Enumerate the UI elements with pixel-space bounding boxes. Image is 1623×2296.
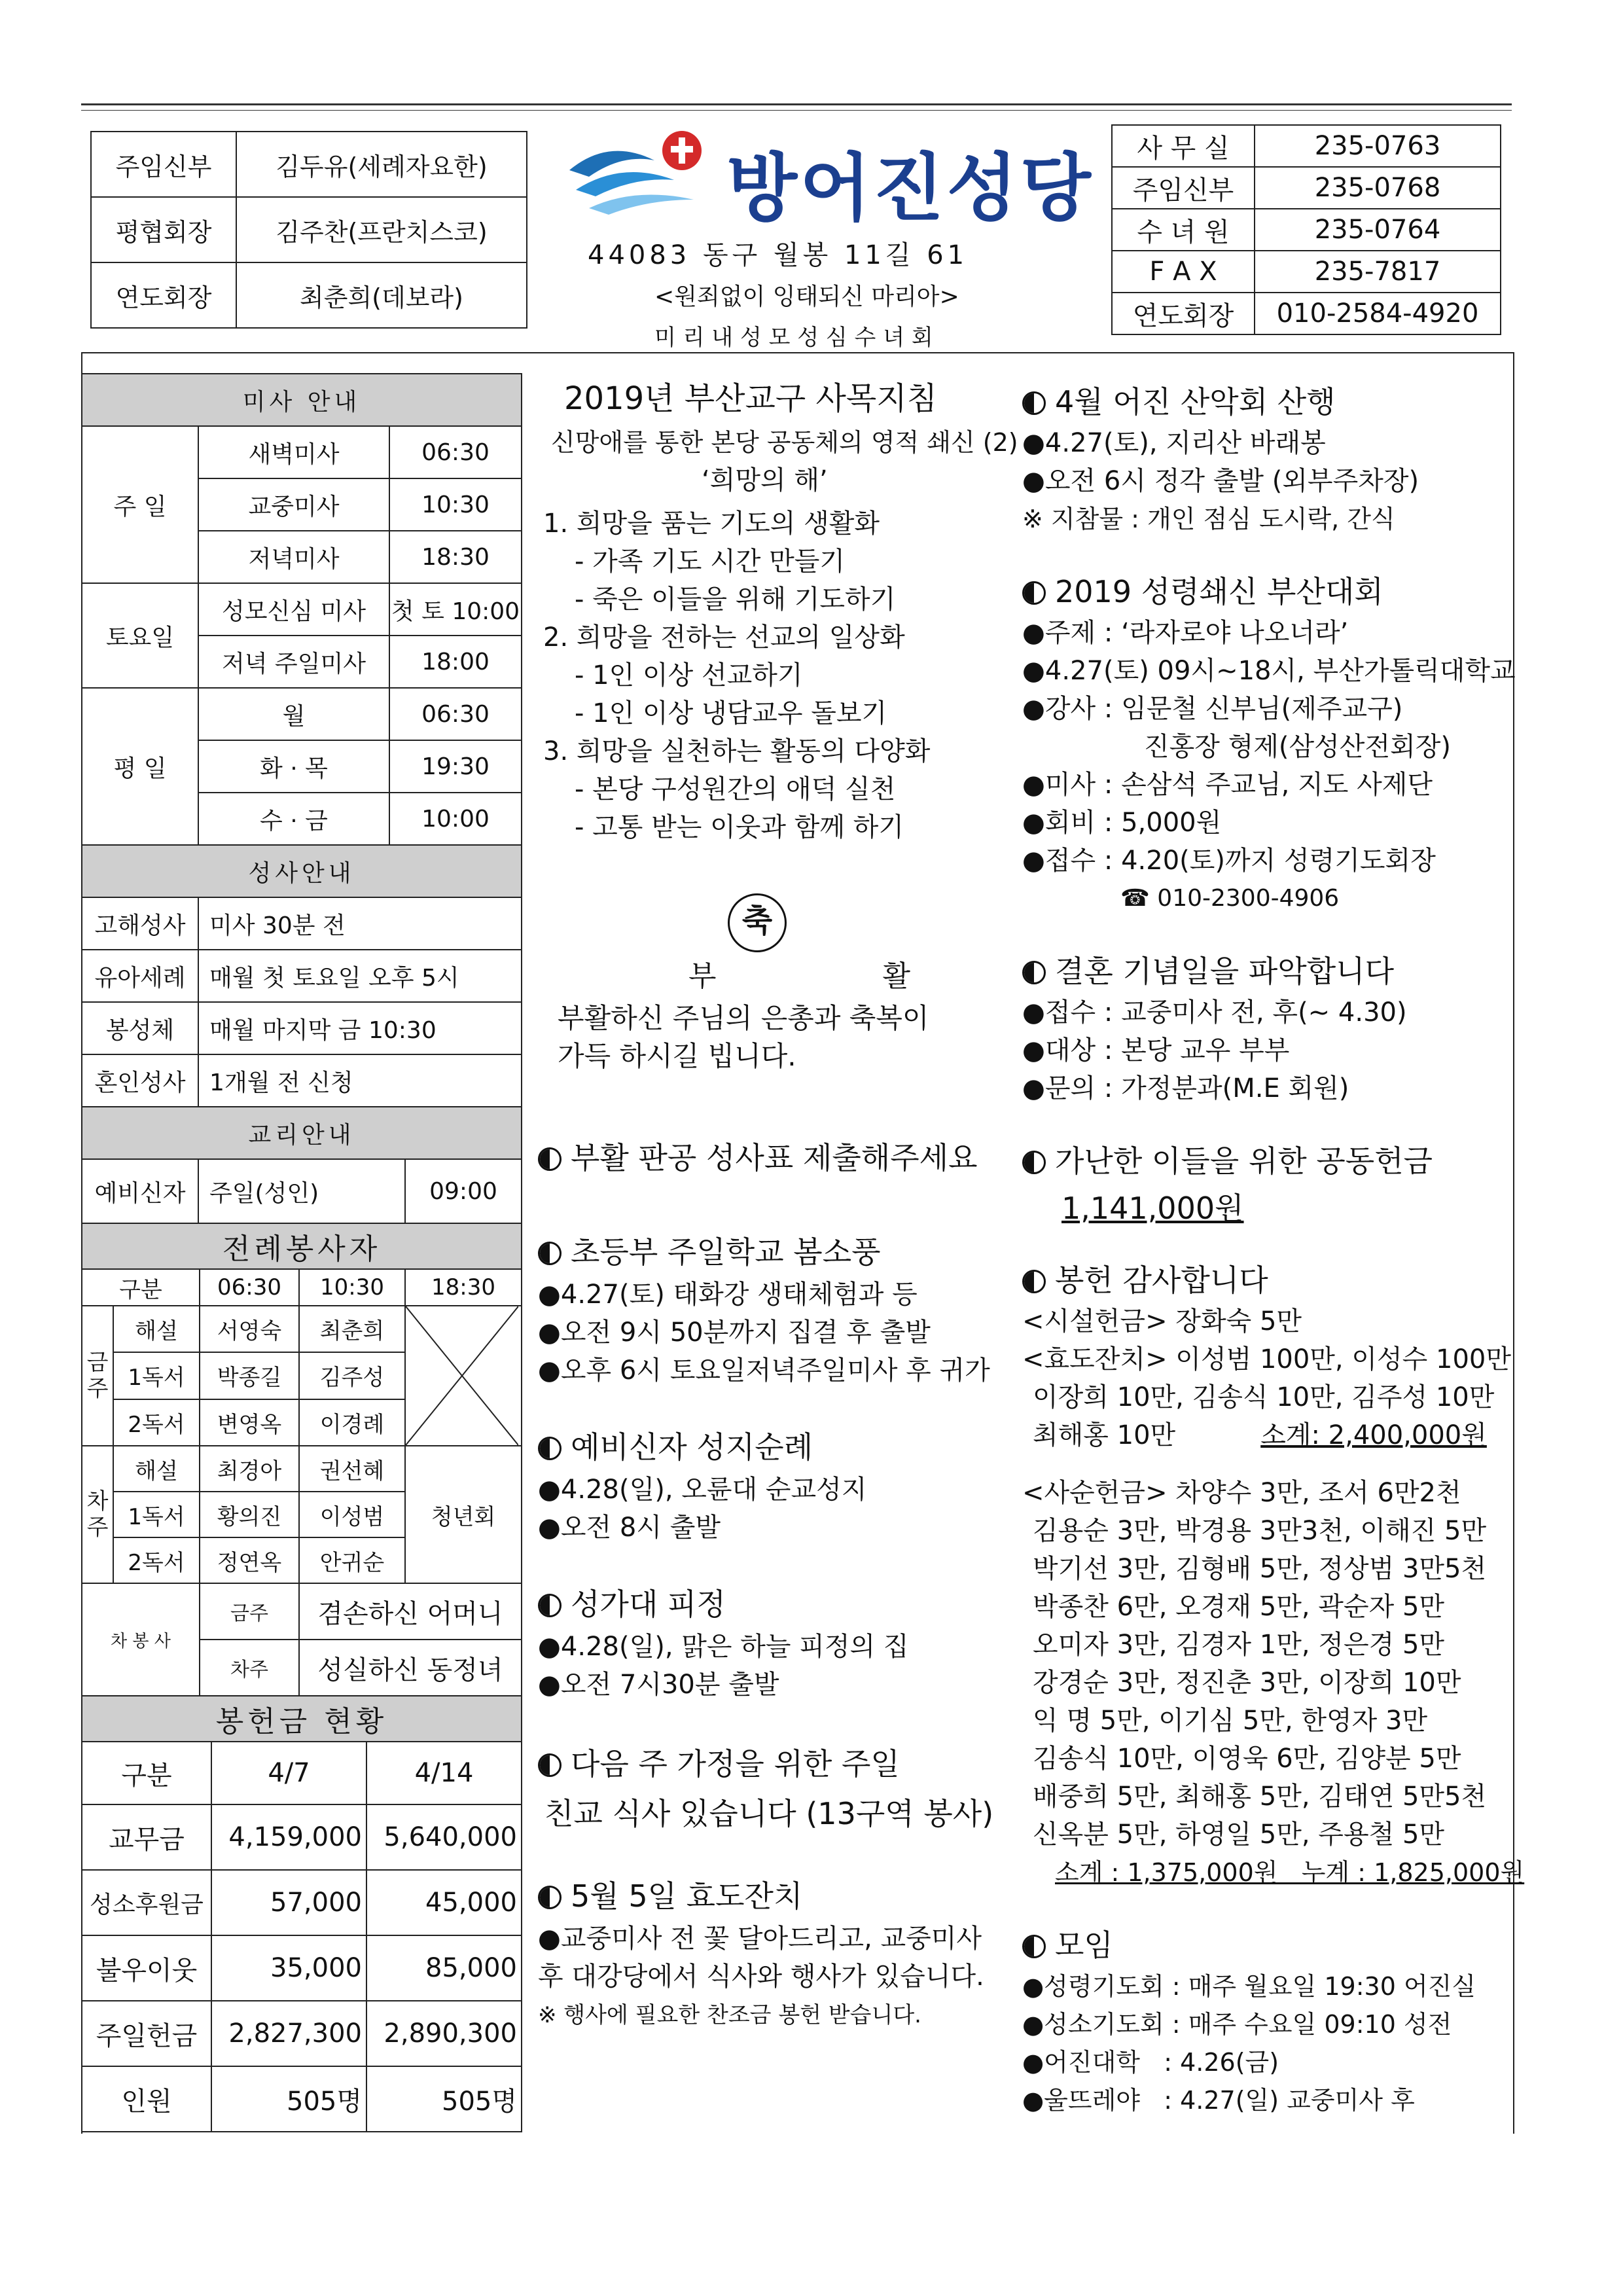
meeting-line: ●어진대학 : 4.26(금) — [1022, 2048, 1279, 2077]
notice-title-text: 예비신자 성지순례 — [571, 1429, 813, 1465]
offering-value: 2,890,300 — [366, 2001, 522, 2066]
doctrine-name: 예비신자 — [82, 1159, 198, 1223]
notice-choir-title — [538, 1581, 996, 1624]
mass-time: 06:30 — [389, 426, 522, 478]
offering-value: 505명 — [366, 2066, 522, 2132]
mass-time: 첫 토 10:00 — [389, 583, 522, 636]
notice-line: ●오전 7시30분 출발 — [538, 1670, 779, 1700]
saturday-label: 토요일 — [82, 583, 198, 688]
notice-note: ※ 지참물 : 개인 점심 도시락, 간식 — [1022, 505, 1395, 533]
donor-line: 신옥분 5만, 하영일 5만, 주용철 5만 — [1033, 1820, 1445, 1850]
sacrament-desc: 매월 첫 토요일 오후 5시 — [198, 950, 522, 1002]
notice-line: ●4.27(토) 태화강 생태체험과 등 — [538, 1280, 918, 1310]
servers-title: 전례봉사자 — [82, 1223, 522, 1269]
donor-line: 이장희 10만, 김송식 10만, 김주성 10만 — [1033, 1382, 1495, 1412]
notice-line: ●오전 9시 50분까지 집결 후 출발 — [538, 1318, 931, 1348]
pastoral-item: - 1인 이상 선교하기 — [575, 660, 803, 691]
donor-subtotal: 소계: 2,400,000원 — [1260, 1420, 1487, 1450]
week2-label: 차주 — [82, 1446, 113, 1583]
doctrine-title: 교리안내 — [82, 1107, 522, 1159]
mass-time: 18:00 — [389, 636, 522, 688]
week1-label: 금주 — [82, 1306, 113, 1446]
notice-line: ●오전 6시 정각 출발 (외부주차장) — [1022, 466, 1419, 496]
server-name: 권선혜 — [299, 1446, 405, 1492]
pastoral-item: - 고통 받는 이웃과 함께 하기 — [575, 812, 904, 842]
header-staff-table — [90, 131, 527, 329]
half-circle-icon — [538, 1242, 562, 1265]
notice-picnic-title — [538, 1229, 996, 1272]
donor-line: 김용순 3만, 박경용 3만3천, 이해진 5만 — [1033, 1516, 1487, 1546]
half-circle-icon — [538, 1437, 562, 1460]
contact-label: 주임신부 — [1112, 167, 1255, 209]
half-circle-icon — [538, 1594, 562, 1617]
doctrine-time: 09:00 — [405, 1159, 522, 1223]
notice-family-sub: 친교 식사 있습니다 (13구역 봉사) — [544, 1796, 994, 1831]
server-name: 최경아 — [200, 1446, 299, 1492]
servers-header: 10:30 — [299, 1269, 405, 1306]
server-role: 2독서 — [113, 1537, 200, 1583]
mass-name: 화 · 목 — [198, 740, 389, 793]
donor-total: 소계 : 1,375,000원 누계 : 1,825,000원 — [1055, 1858, 1525, 1887]
right-column — [1022, 378, 1525, 2119]
top-rule-thin — [81, 110, 1512, 111]
easter-title: 부 활 — [688, 960, 989, 993]
half-circle-icon — [1022, 581, 1046, 605]
notice-line: ●4.27(토), 지리산 바래봉 — [1022, 428, 1326, 458]
sacrament-desc: 1개월 전 신청 — [198, 1054, 522, 1107]
mass-name: 저녁 주일미사 — [198, 636, 389, 688]
contact-label: 연도회장 — [1112, 293, 1255, 334]
middle-column — [538, 373, 1018, 2029]
notice-hiking-title — [1022, 378, 1500, 422]
easter-message-1: 부활하신 주님의 은총과 축복이 — [558, 1002, 929, 1034]
server-name: 박종길 — [200, 1352, 299, 1399]
server-name: 황의진 — [200, 1492, 299, 1537]
notice-line: ●미사 : 손삼석 주교님, 지도 사제단 — [1022, 770, 1433, 800]
offering-title: 봉헌금 현황 — [82, 1696, 522, 1742]
sacrament-table — [81, 844, 522, 1107]
pastoral-item: 2. 희망을 전하는 선교의 일상화 — [543, 622, 905, 653]
mass-name: 월 — [198, 688, 389, 740]
donor-subtotal-row — [1022, 1416, 1500, 1454]
easter-message-2: 가득 하시길 빕니다. — [558, 1040, 796, 1072]
notice-title-text: 2019 성령쇄신 부산대회 — [1055, 574, 1383, 609]
notice-line: 후 대강당에서 식사와 행사가 있습니다. — [538, 1962, 984, 1992]
left-column — [81, 373, 522, 2132]
notice-title-text: 5월 5일 효도잔치 — [571, 1878, 803, 1914]
offering-header: 구분 — [82, 1742, 211, 1804]
donor-line: 배중희 5만, 최해홍 5만, 김태연 5만5천 — [1033, 1782, 1487, 1812]
donor-line: <시설헌금> 장화숙 5만 — [1022, 1306, 1302, 1336]
staff-role: 평협회장 — [91, 197, 236, 262]
contact-phone: 235-0768 — [1255, 167, 1501, 209]
notice-poor-title — [1022, 1138, 1500, 1181]
server-role: 1독서 — [113, 1352, 200, 1399]
meeting-line: ●성령기도회 : 매주 월요일 19:30 어진실 — [1022, 1972, 1476, 2001]
staff-name: 김주찬(프란치스코) — [236, 197, 527, 262]
server-role: 해설 — [113, 1446, 200, 1492]
staff-name: 김두유(세례자요한) — [236, 132, 527, 197]
server-name: 이성범 — [299, 1492, 405, 1537]
servers-header: 18:30 — [405, 1269, 522, 1306]
sacrament-title: 성사안내 — [82, 845, 522, 897]
half-circle-icon — [1022, 1935, 1046, 1958]
pastoral-item: - 죽은 이들을 위해 기도하기 — [575, 584, 896, 615]
notice-title-text: 다음 주 가정을 위한 주일 — [571, 1746, 900, 1782]
sacrament-name: 유아세례 — [82, 950, 198, 1002]
notice-note: ※ 행사에 필요한 찬조금 봉헌 받습니다. — [538, 2002, 921, 2028]
offering-value: 57,000 — [211, 1870, 366, 1935]
offering-table — [81, 1695, 522, 2132]
doctrine-day: 주일(성인) — [198, 1159, 405, 1223]
donor-line: 박종찬 6만, 오경재 5만, 곽순자 5만 — [1033, 1592, 1445, 1622]
notice-meetings-title — [1022, 1922, 1500, 1965]
donor-line: 김송식 10만, 이영욱 6만, 김양분 5만 — [1033, 1744, 1461, 1774]
mass-time: 10:00 — [389, 793, 522, 845]
notice-line: ●강사 : 임문철 신부님(제주교구) — [1022, 694, 1403, 724]
half-circle-icon — [1022, 961, 1046, 984]
sacrament-name: 고해성사 — [82, 897, 198, 950]
half-circle-icon — [1022, 1151, 1046, 1174]
notice-line: ●오후 6시 토요일저녁주일미사 후 귀가 — [538, 1355, 990, 1386]
server-role: 해설 — [113, 1306, 200, 1352]
half-circle-icon — [538, 1147, 562, 1171]
pastoral-item: - 본당 구성원간의 애덕 실천 — [575, 774, 896, 804]
notice-title-text: 가난한 이들을 위한 공동헌금 — [1055, 1143, 1433, 1179]
staff-role: 연도회장 — [91, 262, 236, 328]
cross-out-icon — [406, 1306, 518, 1445]
sunday-label: 주 일 — [82, 426, 198, 583]
donor-line: 최해홍 10만 — [1033, 1420, 1176, 1450]
mass-name: 수 · 금 — [198, 793, 389, 845]
half-circle-icon — [538, 1886, 562, 1909]
donor-line: <사순헌금> 차양수 3만, 조서 6만2천 — [1022, 1478, 1461, 1508]
mass-name: 새벽미사 — [198, 426, 389, 478]
notice-line: ●교중미사 전 꽃 달아드리고, 교중미사 — [538, 1924, 982, 1954]
tea-next-name: 성실하신 동정녀 — [299, 1640, 522, 1696]
donor-line: 박기선 3만, 김형배 5만, 정상범 3만5천 — [1033, 1554, 1487, 1584]
contact-label: 사 무 실 — [1112, 125, 1255, 167]
offering-value: 85,000 — [366, 1935, 522, 2001]
notice-pilgrimage-title — [538, 1424, 996, 1467]
notice-line: ●대상 : 본당 교우 부부 — [1022, 1035, 1290, 1066]
contact-phone: 010-2584-4920 — [1255, 293, 1501, 334]
offering-value: 35,000 — [211, 1935, 366, 2001]
empty-cross-cell — [405, 1306, 522, 1446]
contact-phone: 235-7817 — [1255, 251, 1501, 293]
church-logo-icon — [563, 124, 720, 223]
server-name: 정연옥 — [200, 1537, 299, 1583]
mass-name: 저녁미사 — [198, 531, 389, 583]
notice-anniversary-title — [1022, 948, 1500, 991]
notice-spirit-title — [1022, 568, 1500, 611]
doctrine-table — [81, 1106, 522, 1224]
notice-title-text: 성가대 피정 — [571, 1587, 726, 1622]
mass-table — [81, 373, 522, 846]
offering-name: 인원 — [82, 2066, 211, 2132]
notice-title-text: 봉헌 감사합니다 — [1055, 1263, 1268, 1298]
server-name: 서영숙 — [200, 1306, 299, 1352]
offering-name: 교무금 — [82, 1804, 211, 1870]
celebrate-badge-wrap — [538, 893, 996, 952]
server-name: 최춘희 — [299, 1306, 405, 1352]
pastoral-item: - 가족 기도 시간 만들기 — [575, 547, 846, 577]
notice-title-text: 부활 판공 성사표 제출해주세요 — [571, 1140, 978, 1175]
notice-title-text: 4월 어진 산악회 산행 — [1055, 384, 1336, 420]
staff-name: 최춘희(데보라) — [236, 262, 527, 328]
pastoral-list — [538, 505, 996, 846]
half-circle-icon — [1022, 391, 1046, 415]
sacrament-desc: 미사 30분 전 — [198, 897, 522, 950]
church-address: 44083 동구 월봉 11길 61 — [588, 240, 969, 270]
staff-role: 주임신부 — [91, 132, 236, 197]
donor-line: 강경순 3만, 정진춘 3만, 이장희 10만 — [1033, 1668, 1461, 1698]
servers-header: 구분 — [82, 1269, 200, 1306]
pastoral-item: 1. 희망을 품는 기도의 생활화 — [543, 509, 880, 539]
server-name: 김주성 — [299, 1352, 405, 1399]
offering-name: 주일헌금 — [82, 2001, 211, 2066]
pastoral-title: 2019년 부산교구 사목지침 — [564, 380, 937, 417]
notice-filial-title — [538, 1873, 996, 1916]
church-motto: <원죄없이 잉태되신 마리아> — [654, 283, 959, 310]
mass-time: 10:30 — [389, 478, 522, 531]
notice-line: ●4.28(일), 오륜대 순교성지 — [538, 1475, 867, 1505]
pastoral-item: - 1인 이상 냉담교우 돌보기 — [575, 698, 887, 728]
notice-line: ●주제 : ‘라자로야 나오너라’ — [1022, 618, 1349, 648]
notice-thanks-title — [1022, 1257, 1500, 1300]
weekday-label: 평 일 — [82, 688, 198, 845]
server-role: 1독서 — [113, 1492, 200, 1537]
offering-header: 4/14 — [366, 1742, 522, 1804]
notice-line: ●4.28(일), 맑은 하늘 피정의 집 — [538, 1632, 909, 1662]
mass-time: 19:30 — [389, 740, 522, 793]
pastoral-subtitle: 신망애를 통한 본당 공동체의 영적 쇄신 (2) — [551, 428, 1018, 457]
contact-label: 수 녀 원 — [1112, 209, 1255, 251]
mass-title: 미사 안내 — [82, 374, 522, 426]
poor-amount: 1,141,000원 — [1061, 1191, 1244, 1226]
offering-header: 4/7 — [211, 1742, 366, 1804]
offering-value: 45,000 — [366, 1870, 522, 1935]
notice-line: ●문의 : 가정분과(M.E 회원) — [1022, 1073, 1349, 1103]
notice-line: ●접수 : 4.20(토)까지 성령기도회장 — [1022, 846, 1436, 876]
religious-order: 미 리 내 성 모 성 심 수 녀 회 — [654, 325, 933, 351]
celebrate-badge-icon: 축 — [728, 893, 787, 952]
mass-name: 교중미사 — [198, 478, 389, 531]
servers-table — [81, 1223, 522, 1696]
server-name: 안귀순 — [299, 1537, 405, 1583]
pastoral-item: 3. 희망을 실천하는 활동의 다양화 — [543, 736, 931, 766]
sacrament-name: 혼인성사 — [82, 1054, 198, 1107]
sacrament-name: 봉성체 — [82, 1002, 198, 1054]
contact-phone: 235-0763 — [1255, 125, 1501, 167]
offering-value: 4,159,000 — [211, 1804, 366, 1870]
notice-title-text: 초등부 주일학교 봄소풍 — [571, 1234, 881, 1270]
half-circle-icon — [538, 1753, 562, 1777]
contact-table — [1111, 124, 1501, 335]
server-name: 변영옥 — [200, 1399, 299, 1446]
sacrament-desc: 매월 마지막 금 10:30 — [198, 1002, 522, 1054]
notice-family-title — [538, 1740, 996, 1784]
church-name: 방어진성당 — [726, 146, 1094, 231]
servers-header: 06:30 — [200, 1269, 299, 1306]
mass-time: 18:30 — [389, 531, 522, 583]
meeting-line: ●성소기도회 : 매주 수요일 09:10 성전 — [1022, 2010, 1452, 2039]
notice-title-text: 결혼 기념일을 파악합니다 — [1055, 954, 1395, 989]
mass-time: 06:30 — [389, 688, 522, 740]
notice-line: ●회비 : 5,000원 — [1022, 808, 1222, 838]
server-name: 이경례 — [299, 1399, 405, 1446]
offering-name: 불우이웃 — [82, 1935, 211, 2001]
tea-label: 차 봉 사 — [82, 1583, 200, 1696]
notice-line: ●4.27(토) 09시~18시, 부산가톨릭대학교 — [1022, 656, 1516, 686]
phone-line: ☎ 010-2300-4906 — [1120, 885, 1340, 912]
half-circle-icon — [1022, 1270, 1046, 1293]
mass-name: 성모신심 미사 — [198, 583, 389, 636]
meeting-line: ●울뜨레야 : 4.27(일) 교중미사 후 — [1022, 2086, 1415, 2115]
notice-line: 진홍장 형제(삼성산전회장) — [1144, 732, 1451, 762]
server-role: 2독서 — [113, 1399, 200, 1446]
youth-group: 청년회 — [405, 1446, 522, 1583]
notice-title-text: 모임 — [1055, 1928, 1113, 1963]
donor-line: <효도잔치> 이성범 100만, 이성수 100만 — [1022, 1344, 1511, 1374]
offering-value: 505명 — [211, 2066, 366, 2132]
notice-line: ●오전 8시 출발 — [538, 1513, 721, 1543]
donor-line: 오미자 3만, 김경자 1만, 정은경 5만 — [1033, 1630, 1445, 1660]
offering-name: 성소후원금 — [82, 1870, 211, 1935]
tea-this-name: 겸손하신 어머니 — [299, 1583, 522, 1640]
notice-confession-title — [538, 1134, 996, 1177]
contact-label: F A X — [1112, 251, 1255, 293]
notice-line: ●접수 : 교중미사 전, 후(~ 4.30) — [1022, 997, 1407, 1028]
offering-value: 2,827,300 — [211, 2001, 366, 2066]
tea-this-label: 금주 — [200, 1583, 299, 1640]
donor-line: 익 명 5만, 이기심 5만, 한영자 3만 — [1033, 1706, 1428, 1736]
tea-next-label: 차주 — [200, 1640, 299, 1696]
pastoral-theme: ‘희망의 해’ — [702, 465, 828, 495]
top-rule — [81, 103, 1512, 105]
offering-value: 5,640,000 — [366, 1804, 522, 1870]
contact-phone: 235-0764 — [1255, 209, 1501, 251]
